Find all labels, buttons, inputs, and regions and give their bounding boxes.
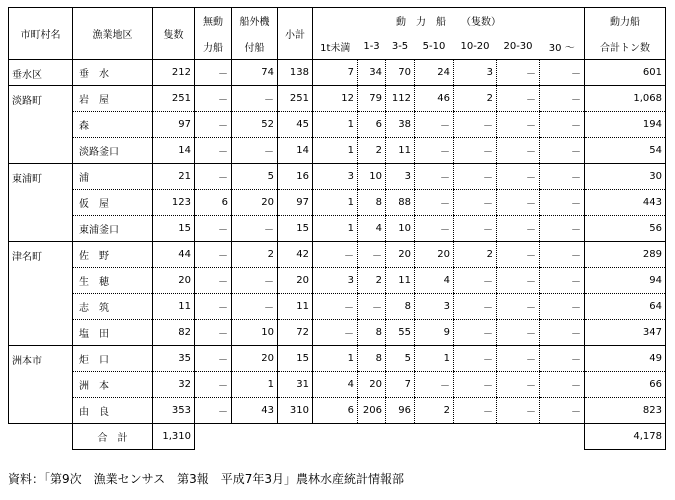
outboard-cell: 2 xyxy=(232,242,278,268)
tonnage-total-cell: 601 xyxy=(585,60,666,86)
tonnage-class-4-cell: － xyxy=(415,138,454,164)
header-district: 漁業地区 xyxy=(73,8,153,60)
city-cell: 津名町 xyxy=(9,242,73,268)
tonnage-class-4-cell: 20 xyxy=(415,242,454,268)
tonnage-class-5-cell: － xyxy=(454,112,497,138)
non-powered-cell: － xyxy=(195,138,232,164)
district-cell: 生 穂 xyxy=(73,268,153,294)
subtotal-cell: 97 xyxy=(278,190,313,216)
header-outboard-2: 付船 xyxy=(232,34,278,60)
table-row xyxy=(9,138,666,164)
total-label: 合 計 xyxy=(73,424,153,450)
outboard-cell: 74 xyxy=(232,60,278,86)
tonnage-class-6-cell: － xyxy=(497,164,540,190)
table-row xyxy=(9,60,666,86)
tonnage-class-6-cell: － xyxy=(497,242,540,268)
table-row xyxy=(9,320,666,346)
tonnage-class-1-cell: 3 xyxy=(313,268,358,294)
ships-cell: 123 xyxy=(153,190,195,216)
table-row xyxy=(9,86,666,112)
tonnage-class-3-cell: 112 xyxy=(386,86,415,112)
tonnage-class-2-cell: 20 xyxy=(358,372,386,398)
outboard-cell: 10 xyxy=(232,320,278,346)
outboard-cell: － xyxy=(232,216,278,242)
tonnage-class-4-cell: 1 xyxy=(415,346,454,372)
tonnage-class-2-cell: 2 xyxy=(358,138,386,164)
ships-cell: 97 xyxy=(153,112,195,138)
city-cell xyxy=(9,320,73,346)
city-cell: 東浦町 xyxy=(9,164,73,190)
non-powered-cell: － xyxy=(195,294,232,320)
tonnage-class-6-cell: － xyxy=(497,112,540,138)
subtotal-cell: 11 xyxy=(278,294,313,320)
district-cell: 浦 xyxy=(73,164,153,190)
tonnage-class-3-cell: 38 xyxy=(386,112,415,138)
tonnage-class-4-cell: 24 xyxy=(415,60,454,86)
tonnage-class-3-cell: 3 xyxy=(386,164,415,190)
header-non-powered: 無動 xyxy=(195,8,232,34)
tonnage-class-1-cell: 1 xyxy=(313,112,358,138)
district-cell: 森 xyxy=(73,112,153,138)
tonnage-class-1-cell: 4 xyxy=(313,372,358,398)
district-cell: 由 良 xyxy=(73,398,153,424)
outboard-cell: 43 xyxy=(232,398,278,424)
non-powered-cell: － xyxy=(195,372,232,398)
tonnage-class-3-cell: 88 xyxy=(386,190,415,216)
tonnage-class-5-cell: － xyxy=(454,190,497,216)
tonnage-class-4-cell: － xyxy=(415,112,454,138)
tonnage-class-1-cell: 1 xyxy=(313,138,358,164)
total-row xyxy=(9,424,666,450)
tonnage-total-cell: 54 xyxy=(585,138,666,164)
tonnage-class-2-cell: 2 xyxy=(358,268,386,294)
header-class-3: 3-5 xyxy=(386,34,415,60)
tonnage-class-4-cell: 2 xyxy=(415,398,454,424)
header-class-5: 10-20 xyxy=(454,34,497,60)
tonnage-class-2-cell: 10 xyxy=(358,164,386,190)
tonnage-class-3-cell: 5 xyxy=(386,346,415,372)
source-note: 資料：「第9次 漁業センサス 第3報 平成7年3月」農林水産統計情報部 xyxy=(8,472,405,486)
header-ship-count: 隻数 xyxy=(153,8,195,60)
district-cell: 仮 屋 xyxy=(73,190,153,216)
tonnage-class-2-cell: 79 xyxy=(358,86,386,112)
outboard-cell: － xyxy=(232,268,278,294)
city-cell xyxy=(9,190,73,216)
tonnage-class-5-cell: － xyxy=(454,372,497,398)
city-cell xyxy=(9,294,73,320)
header-class-2: 1-3 xyxy=(358,34,386,60)
tonnage-class-2-cell: 34 xyxy=(358,60,386,86)
non-powered-cell: － xyxy=(195,216,232,242)
tonnage-class-1-cell: － xyxy=(313,320,358,346)
tonnage-class-6-cell: － xyxy=(497,320,540,346)
ships-cell: 32 xyxy=(153,372,195,398)
tonnage-class-2-cell: － xyxy=(358,242,386,268)
subtotal-cell: 45 xyxy=(278,112,313,138)
tonnage-class-6-cell: － xyxy=(497,86,540,112)
ships-cell: 35 xyxy=(153,346,195,372)
tonnage-class-3-cell: 7 xyxy=(386,372,415,398)
tonnage-class-5-cell: － xyxy=(454,320,497,346)
subtotal-cell: 138 xyxy=(278,60,313,86)
tonnage-class-1-cell: 1 xyxy=(313,216,358,242)
table-row xyxy=(9,346,666,372)
district-cell: 洲 本 xyxy=(73,372,153,398)
outboard-cell: 20 xyxy=(232,346,278,372)
table-row xyxy=(9,190,666,216)
tonnage-class-3-cell: 96 xyxy=(386,398,415,424)
tonnage-class-7-cell: － xyxy=(540,190,585,216)
subtotal-cell: 15 xyxy=(278,346,313,372)
city-cell: 淡路町 xyxy=(9,86,73,112)
header-class-4: 5-10 xyxy=(415,34,454,60)
tonnage-class-2-cell: 6 xyxy=(358,112,386,138)
tonnage-class-3-cell: 10 xyxy=(386,216,415,242)
non-powered-cell: － xyxy=(195,164,232,190)
tonnage-class-6-cell: － xyxy=(497,294,540,320)
district-cell: 淡路釜口 xyxy=(73,138,153,164)
tonnage-class-6-cell: － xyxy=(497,346,540,372)
city-cell xyxy=(9,112,73,138)
tonnage-class-5-cell: － xyxy=(454,216,497,242)
table-row xyxy=(9,164,666,190)
non-powered-cell: － xyxy=(195,242,232,268)
tonnage-class-5-cell: － xyxy=(454,268,497,294)
tonnage-class-6-cell: － xyxy=(497,268,540,294)
tonnage-class-2-cell: 8 xyxy=(358,190,386,216)
tonnage-class-6-cell: － xyxy=(497,138,540,164)
tonnage-class-5-cell: － xyxy=(454,346,497,372)
tonnage-total-cell: 1,068 xyxy=(585,86,666,112)
tonnage-class-4-cell: － xyxy=(415,372,454,398)
city-cell xyxy=(9,138,73,164)
tonnage-total-cell: 94 xyxy=(585,268,666,294)
subtotal-cell: 20 xyxy=(278,268,313,294)
tonnage-total-cell: 64 xyxy=(585,294,666,320)
header-powered-title: 動 力 船 （隻数） xyxy=(313,8,585,34)
tonnage-class-3-cell: 70 xyxy=(386,60,415,86)
tonnage-class-5-cell: 2 xyxy=(454,242,497,268)
non-powered-cell: － xyxy=(195,60,232,86)
tonnage-class-1-cell: 1 xyxy=(313,190,358,216)
tonnage-class-1-cell: 12 xyxy=(313,86,358,112)
district-cell: 炬 口 xyxy=(73,346,153,372)
outboard-cell: － xyxy=(232,138,278,164)
header-outboard: 船外機 xyxy=(232,8,278,34)
city-cell: 洲本市 xyxy=(9,346,73,372)
district-cell: 東浦釜口 xyxy=(73,216,153,242)
ships-cell: 11 xyxy=(153,294,195,320)
header-city: 市町村名 xyxy=(9,8,73,60)
ships-cell: 212 xyxy=(153,60,195,86)
header-class-7: 30 ～ xyxy=(540,34,585,60)
tonnage-class-7-cell: － xyxy=(540,268,585,294)
city-cell xyxy=(9,372,73,398)
tonnage-class-3-cell: 8 xyxy=(386,294,415,320)
non-powered-cell: 6 xyxy=(195,190,232,216)
tonnage-class-4-cell: 4 xyxy=(415,268,454,294)
header-powered-tonnage-2: 合計トン数 xyxy=(585,34,666,60)
table-row xyxy=(9,216,666,242)
header-powered-tonnage: 動力船 xyxy=(585,8,666,34)
district-cell: 岩 屋 xyxy=(73,86,153,112)
header-non-powered-2: 力船 xyxy=(195,34,232,60)
tonnage-total-cell: 56 xyxy=(585,216,666,242)
non-powered-cell: － xyxy=(195,320,232,346)
outboard-cell: 1 xyxy=(232,372,278,398)
tonnage-total-cell: 49 xyxy=(585,346,666,372)
tonnage-class-6-cell: － xyxy=(497,372,540,398)
table-row xyxy=(9,268,666,294)
tonnage-class-5-cell: － xyxy=(454,138,497,164)
tonnage-class-5-cell: － xyxy=(454,294,497,320)
outboard-cell: 5 xyxy=(232,164,278,190)
city-cell xyxy=(9,398,73,424)
tonnage-class-7-cell: － xyxy=(540,320,585,346)
ships-cell: 353 xyxy=(153,398,195,424)
tonnage-class-5-cell: － xyxy=(454,164,497,190)
table-body xyxy=(9,60,666,424)
tonnage-class-6-cell: － xyxy=(497,216,540,242)
table-row xyxy=(9,372,666,398)
subtotal-cell: 31 xyxy=(278,372,313,398)
tonnage-class-7-cell: － xyxy=(540,86,585,112)
tonnage-class-2-cell: 206 xyxy=(358,398,386,424)
subtotal-cell: 16 xyxy=(278,164,313,190)
non-powered-cell: － xyxy=(195,112,232,138)
tonnage-total-cell: 66 xyxy=(585,372,666,398)
tonnage-class-4-cell: 3 xyxy=(415,294,454,320)
tonnage-class-7-cell: － xyxy=(540,60,585,86)
tonnage-class-5-cell: 2 xyxy=(454,86,497,112)
tonnage-class-3-cell: 11 xyxy=(386,138,415,164)
tonnage-class-4-cell: － xyxy=(415,164,454,190)
ships-cell: 82 xyxy=(153,320,195,346)
district-cell: 志 筑 xyxy=(73,294,153,320)
tonnage-class-3-cell: 11 xyxy=(386,268,415,294)
tonnage-class-4-cell: 9 xyxy=(415,320,454,346)
tonnage-class-2-cell: － xyxy=(358,294,386,320)
tonnage-class-3-cell: 55 xyxy=(386,320,415,346)
tonnage-class-3-cell: 20 xyxy=(386,242,415,268)
tonnage-class-1-cell: － xyxy=(313,294,358,320)
tonnage-class-5-cell: － xyxy=(454,398,497,424)
tonnage-class-2-cell: 8 xyxy=(358,346,386,372)
tonnage-class-1-cell: 3 xyxy=(313,164,358,190)
district-cell: 塩 田 xyxy=(73,320,153,346)
tonnage-class-7-cell: － xyxy=(540,346,585,372)
non-powered-cell: － xyxy=(195,268,232,294)
table-row xyxy=(9,112,666,138)
total-tonnage: 4,178 xyxy=(585,424,666,450)
non-powered-cell: － xyxy=(195,346,232,372)
tonnage-class-2-cell: 8 xyxy=(358,320,386,346)
subtotal-cell: 72 xyxy=(278,320,313,346)
tonnage-class-7-cell: － xyxy=(540,242,585,268)
tonnage-class-1-cell: 7 xyxy=(313,60,358,86)
tonnage-class-1-cell: 1 xyxy=(313,346,358,372)
total-ships: 1,310 xyxy=(153,424,195,450)
tonnage-class-7-cell: － xyxy=(540,164,585,190)
tonnage-class-1-cell: － xyxy=(313,242,358,268)
subtotal-cell: 14 xyxy=(278,138,313,164)
district-cell: 垂 水 xyxy=(73,60,153,86)
non-powered-cell: － xyxy=(195,86,232,112)
city-cell xyxy=(9,216,73,242)
ships-cell: 15 xyxy=(153,216,195,242)
ships-cell: 251 xyxy=(153,86,195,112)
tonnage-class-7-cell: － xyxy=(540,216,585,242)
city-cell: 垂水区 xyxy=(9,60,73,86)
non-powered-cell: － xyxy=(195,398,232,424)
tonnage-class-5-cell: 3 xyxy=(454,60,497,86)
subtotal-cell: 15 xyxy=(278,216,313,242)
tonnage-class-6-cell: － xyxy=(497,60,540,86)
tonnage-class-7-cell: － xyxy=(540,372,585,398)
tonnage-class-6-cell: － xyxy=(497,398,540,424)
header-subtotal: 小計 xyxy=(278,8,313,60)
tonnage-class-7-cell: － xyxy=(540,398,585,424)
tonnage-class-4-cell: 46 xyxy=(415,86,454,112)
ships-cell: 44 xyxy=(153,242,195,268)
tonnage-class-4-cell: － xyxy=(415,190,454,216)
table-row xyxy=(9,242,666,268)
outboard-cell: － xyxy=(232,86,278,112)
subtotal-cell: 42 xyxy=(278,242,313,268)
tonnage-class-1-cell: 6 xyxy=(313,398,358,424)
tonnage-total-cell: 823 xyxy=(585,398,666,424)
outboard-cell: 20 xyxy=(232,190,278,216)
district-cell: 佐 野 xyxy=(73,242,153,268)
outboard-cell: 52 xyxy=(232,112,278,138)
subtotal-cell: 251 xyxy=(278,86,313,112)
tonnage-class-4-cell: － xyxy=(415,216,454,242)
fishery-vessel-table xyxy=(8,7,666,450)
table-row xyxy=(9,398,666,424)
tonnage-total-cell: 194 xyxy=(585,112,666,138)
ships-cell: 20 xyxy=(153,268,195,294)
tonnage-total-cell: 30 xyxy=(585,164,666,190)
outboard-cell: － xyxy=(232,294,278,320)
city-cell xyxy=(9,268,73,294)
header-class-1: 1t未満 xyxy=(313,34,358,60)
tonnage-class-6-cell: － xyxy=(497,190,540,216)
tonnage-total-cell: 289 xyxy=(585,242,666,268)
header-class-6: 20-30 xyxy=(497,34,540,60)
ships-cell: 21 xyxy=(153,164,195,190)
tonnage-class-7-cell: － xyxy=(540,294,585,320)
tonnage-total-cell: 347 xyxy=(585,320,666,346)
tonnage-class-7-cell: － xyxy=(540,112,585,138)
ships-cell: 14 xyxy=(153,138,195,164)
tonnage-class-2-cell: 4 xyxy=(358,216,386,242)
table-row xyxy=(9,294,666,320)
tonnage-total-cell: 443 xyxy=(585,190,666,216)
tonnage-class-7-cell: － xyxy=(540,138,585,164)
subtotal-cell: 310 xyxy=(278,398,313,424)
